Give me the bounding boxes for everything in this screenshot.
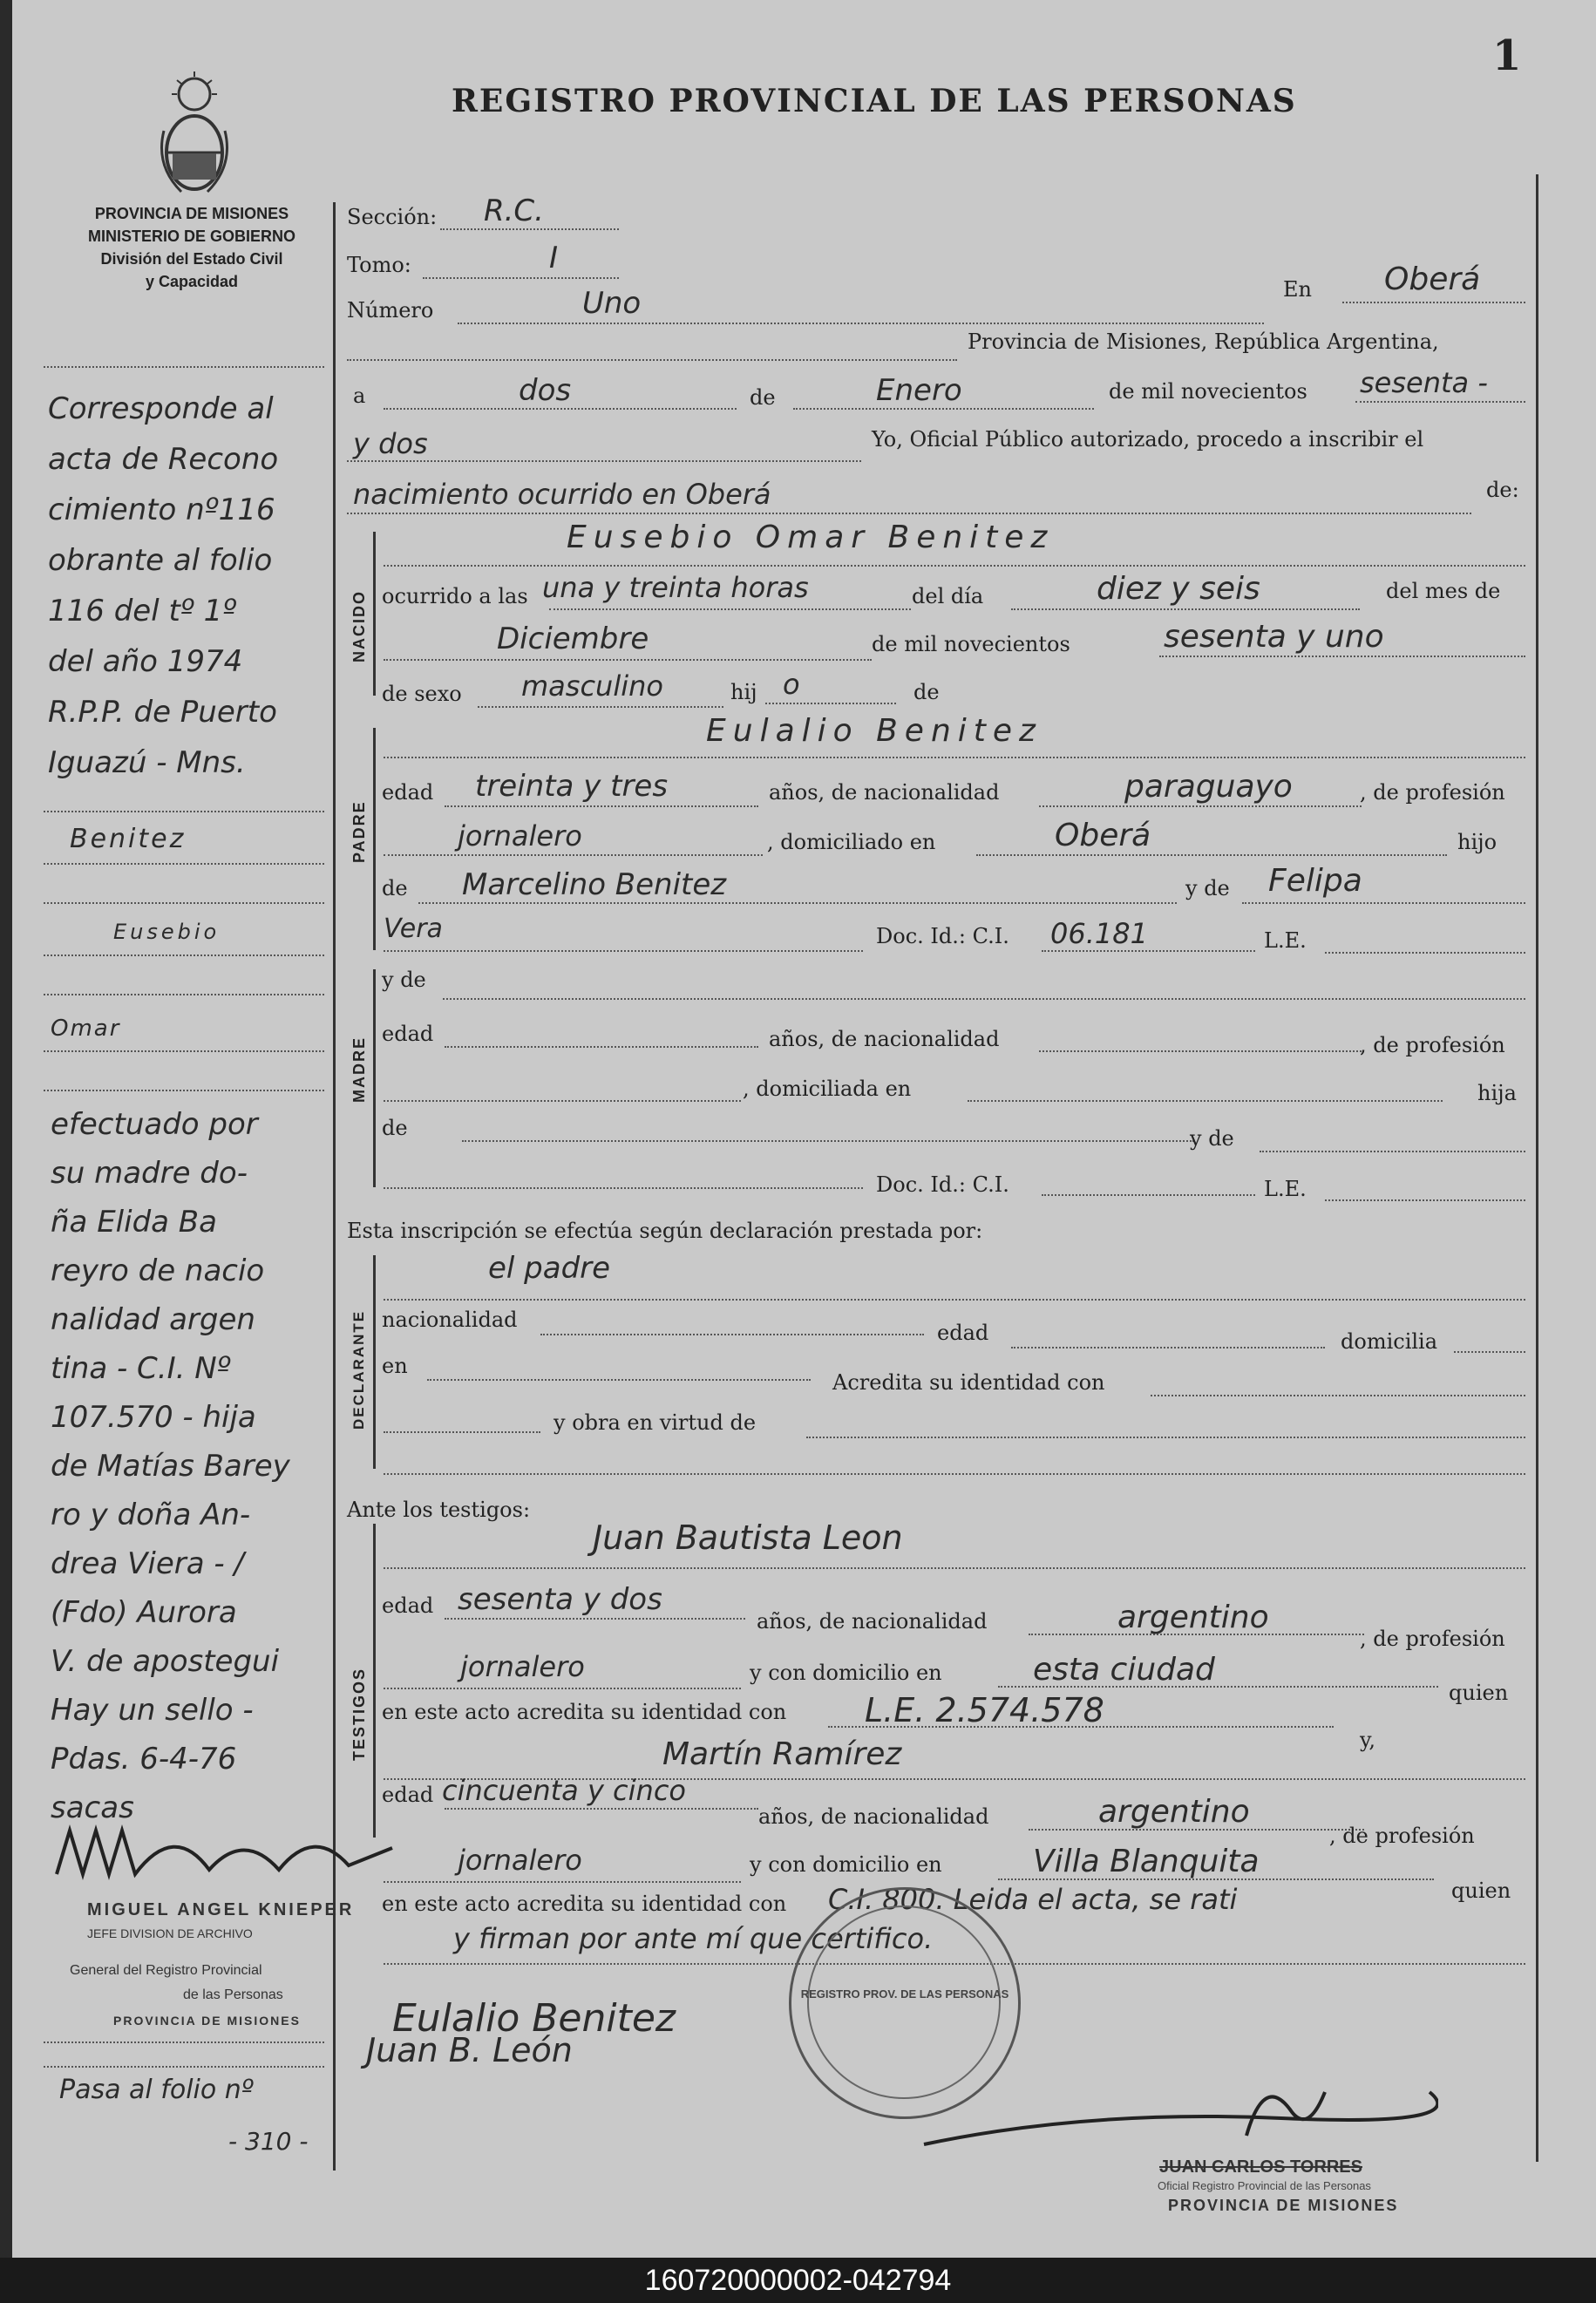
padre-padre-value: Marcelino Benitez xyxy=(462,867,727,902)
padre-prof-value: jornalero xyxy=(458,819,582,853)
margin-note-2-line: drea Viera - / xyxy=(51,1546,244,1581)
nacido-rule xyxy=(373,532,376,696)
madre-hija-label: hija xyxy=(1477,1081,1517,1105)
margin-nombre-1: Eusebio xyxy=(113,920,221,944)
tomo-value: I xyxy=(549,241,559,275)
madre-dom-label: , domiciliada en xyxy=(743,1077,912,1101)
margin-note-2-line: su madre do- xyxy=(51,1156,248,1191)
margin-signature-icon xyxy=(52,1822,401,1892)
padre-nac-label: años, de nacionalidad xyxy=(769,780,1000,805)
declarante-edad-label: edad xyxy=(937,1321,989,1345)
padre-nombre-value: Eulalio Benitez xyxy=(706,713,1042,749)
testigo2-dom-label: y con domicilio en xyxy=(750,1852,942,1877)
tomo-label: Tomo: xyxy=(347,253,411,277)
testigo1-dom-label: y con domicilio en xyxy=(750,1661,942,1685)
testigo1-dom-value: esta ciudad xyxy=(1033,1652,1215,1688)
testigo1-acto-label: en este acto acredita su identidad con xyxy=(382,1700,787,1724)
padre-le-label: L.E. xyxy=(1264,928,1307,953)
padre-label: PADRE xyxy=(350,800,368,863)
testigo1-nac-value: argentino xyxy=(1117,1600,1269,1635)
coat-of-arms-icon xyxy=(155,70,234,200)
padre-madre-value-1: Felipa xyxy=(1268,863,1362,899)
padre-nac-value: paraguayo xyxy=(1124,769,1293,805)
madre-edad-label: edad xyxy=(382,1022,434,1046)
testigo2-nombre-value: Martín Ramírez xyxy=(662,1736,902,1772)
margin-note-2-line: reyro de nacio xyxy=(51,1253,265,1288)
margin-note-2-line: tina - C.I. Nº xyxy=(51,1351,231,1386)
mes-nac-value: Diciembre xyxy=(497,622,649,656)
madre-rule xyxy=(373,969,376,1187)
padre-dom-label: , domiciliado en xyxy=(767,830,936,854)
page-number: 1 xyxy=(1492,31,1522,80)
officer-stamp-role: Oficial Registro Provincial de las Personas xyxy=(1158,2179,1371,2192)
issuer-block xyxy=(61,202,323,293)
margin-note-1-line: R.P.P. de Puerto xyxy=(48,695,277,730)
testigos-label: TESTIGOS xyxy=(350,1667,368,1761)
margin-note-1-line: 116 del tº 1º xyxy=(48,594,237,628)
madre-nac-label: años, de nacionalidad xyxy=(769,1027,1000,1051)
testigo2-acto-label: en este acto acredita su identidad con xyxy=(382,1892,787,1916)
margin-stamp-2: JEFE DIVISION DE ARCHIVO xyxy=(87,1926,253,1940)
declarante-rule xyxy=(373,1255,376,1469)
testigos-rule xyxy=(373,1524,376,1838)
page-edge xyxy=(0,0,12,2258)
declarante-label: DECLARANTE xyxy=(350,1309,367,1430)
anio-value-1: sesenta - xyxy=(1360,366,1488,399)
del-mes-label: del mes de xyxy=(1386,579,1501,603)
anio-value-2: y dos xyxy=(353,427,428,460)
margin-note-2-line: ña Elida Ba xyxy=(51,1205,217,1240)
ante-testigos-label: Ante los testigos: xyxy=(347,1498,531,1522)
margin-apellido: Benitez xyxy=(70,824,187,854)
margin-stamp-3: General del Registro Provincial xyxy=(70,1963,262,1978)
hij-label: hij xyxy=(730,680,757,704)
dia-value: dos xyxy=(519,373,572,408)
issuer-line-3: División del Estado Civil xyxy=(100,250,283,268)
en-label: En xyxy=(1283,277,1312,302)
right-page-rule xyxy=(1536,174,1538,2162)
declarante-obra-label: y obra en virtud de xyxy=(554,1410,757,1435)
madre-doc-label: Doc. Id.: C.I. xyxy=(876,1172,1009,1197)
anio-nac-value: sesenta y uno xyxy=(1164,619,1384,655)
ocurrido-label: ocurrido a las xyxy=(382,584,528,608)
madre-le-label: L.E. xyxy=(1264,1177,1307,1201)
del-dia-label: del día xyxy=(912,584,984,608)
margin-note-2-line: nalidad argen xyxy=(51,1302,255,1337)
hora-value: una y treinta horas xyxy=(542,571,809,604)
testigo1-nac-label: años, de nacionalidad xyxy=(757,1609,988,1634)
issuer-line-1: PROVINCIA DE MISIONES xyxy=(94,205,289,222)
madre-y-de-label: y de xyxy=(382,968,426,992)
signature-testigo: Juan B. León xyxy=(366,2031,573,2069)
margin-stamp-1: MIGUEL ANGEL KNIEPER xyxy=(87,1900,355,1919)
provincia-label: Provincia de Misiones, República Argentina, xyxy=(968,329,1439,354)
padre-doc-label: Doc. Id.: C.I. xyxy=(876,924,1009,948)
margin-note-2-line: de Matías Barey xyxy=(51,1449,290,1484)
testigo1-nombre-value: Juan Bautista Leon xyxy=(593,1518,903,1557)
nacido-nombre-value: Eusebio Omar Benitez xyxy=(567,520,1055,555)
inscripcion-label: Esta inscripción se efectúa según declaración prestada por: xyxy=(347,1219,983,1243)
margin-note-1-line: del año 1974 xyxy=(48,644,243,679)
officer-signature-icon xyxy=(915,2057,1438,2153)
margin-note-2-line: sacas xyxy=(51,1790,134,1825)
margin-note-1-line: acta de Recono xyxy=(48,442,279,477)
padre-edad-label: edad xyxy=(382,780,434,805)
margin-note-2-line: efectuado por xyxy=(51,1107,258,1142)
declarante-value: el padre xyxy=(488,1251,611,1286)
padre-y-de-label: y de xyxy=(1185,876,1230,900)
margin-note-2-line: ro y doña An- xyxy=(51,1498,251,1532)
margin-stamp-5: PROVINCIA DE MISIONES xyxy=(113,2014,301,2028)
dia-nac-value: diez y seis xyxy=(1097,571,1260,607)
seccion-label: Sección: xyxy=(347,205,438,229)
testigo1-edad-value: sesenta y dos xyxy=(458,1582,662,1617)
margin-note-2-line: V. de apostegui xyxy=(51,1644,280,1679)
seal-text: REGISTRO PROV. DE LAS PERSONAS xyxy=(800,1987,1009,2001)
testigo2-nac-value: argentino xyxy=(1098,1794,1250,1830)
margin-note-1-line: Iguazú - Mns. xyxy=(48,745,246,780)
sexo-label: de sexo xyxy=(382,682,462,706)
madre-prof-label: , de profesión xyxy=(1360,1033,1505,1057)
testigo2-edad-value: cincuenta y cinco xyxy=(442,1774,686,1807)
testigo2-quien-label: quien xyxy=(1451,1878,1511,1903)
padre-rule xyxy=(373,728,376,950)
testigo2-id-value: C.I. 800. Leida el acta, se rati xyxy=(828,1883,1238,1916)
de-label: de xyxy=(750,385,776,410)
margin-nombre-2: Omar xyxy=(51,1016,121,1042)
margin-folio: - 310 - xyxy=(228,2127,309,2156)
margin-note-2 xyxy=(51,1100,290,1832)
hij-suffix-value: o xyxy=(783,668,800,701)
seccion-value: R.C. xyxy=(484,194,544,228)
testigo2-dom-value: Villa Blanquita xyxy=(1033,1844,1260,1879)
issuer-line-2: MINISTERIO DE GOBIERNO xyxy=(87,228,296,245)
nacido-label: NACIDO xyxy=(350,590,368,662)
officer-stamp-prov: PROVINCIA DE MISIONES xyxy=(1168,2197,1399,2214)
lugar-value: Oberá xyxy=(1384,262,1481,297)
margin-stamp-4: de las Personas xyxy=(183,1987,283,2002)
numero-value: Uno xyxy=(582,286,642,321)
yo-label: Yo, Oficial Público autorizado, procedo a inscribir el xyxy=(872,427,1424,452)
officer-stamp-name: JUAN CARLOS TORRES xyxy=(1159,2157,1362,2177)
margin-note-2-line: Pdas. 6-4-76 xyxy=(51,1742,237,1777)
numero-label: Número xyxy=(347,298,434,323)
mil-novecientos-label: de mil novecientos xyxy=(1109,379,1307,404)
margin-note-1-line: obrante al folio xyxy=(48,543,273,578)
issuer-line-4: y Capacidad xyxy=(145,273,239,290)
madre-de-label: de xyxy=(382,1116,408,1140)
signature-declarante: Eulalio Benitez xyxy=(392,1996,676,2041)
margin-note-1 xyxy=(48,384,278,788)
mil-novecientos-2-label: de mil novecientos xyxy=(872,632,1070,656)
closing-value: y firman por ante mí que certifico. xyxy=(453,1922,934,1955)
testigo2-nac-label: años, de nacionalidad xyxy=(758,1804,989,1829)
mes-value: Enero xyxy=(876,373,962,408)
margin-note-1-line: cimiento nº116 xyxy=(48,493,275,527)
testigo1-prof-label: , de profesión xyxy=(1360,1627,1505,1651)
testigo1-id-value: L.E. 2.574.578 xyxy=(865,1691,1104,1729)
declarante-nac-label: nacionalidad xyxy=(382,1308,518,1332)
padre-ci-value: 06.181 xyxy=(1050,917,1148,950)
de-colon-label: de: xyxy=(1486,478,1519,502)
page-title: REGISTRO PROVINCIAL DE LAS PERSONAS xyxy=(452,83,1297,119)
padre-edad-value: treinta y tres xyxy=(475,769,669,804)
margin-pasa: Pasa al folio nº xyxy=(59,2075,254,2105)
declarante-acredita-label: Acredita su identidad con xyxy=(832,1370,1105,1395)
de-2-label: de xyxy=(913,680,940,704)
margin-note-2-line: Hay un sello - xyxy=(51,1693,254,1728)
madre-label: MADRE xyxy=(350,1036,368,1103)
margin-note-2-line: (Fdo) Aurora xyxy=(51,1595,237,1630)
margin-note-1-line: Corresponde al xyxy=(48,391,274,426)
testigo1-y-label: y, xyxy=(1360,1728,1375,1752)
testigo1-quien-label: quien xyxy=(1449,1681,1509,1705)
testigo1-prof-value: jornalero xyxy=(460,1650,585,1683)
padre-prof-label: , de profesión xyxy=(1360,780,1505,805)
padre-hijo-label: hijo xyxy=(1457,830,1498,854)
testigo2-prof-value: jornalero xyxy=(458,1844,582,1877)
declarante-en-label: en xyxy=(382,1354,408,1378)
madre-y-de-2-label: y de xyxy=(1190,1126,1234,1151)
document-id-bar: 160720000002-042794 xyxy=(0,2258,1596,2303)
padre-madre-value-2: Vera xyxy=(384,914,443,944)
testigo2-edad-label: edad xyxy=(382,1783,434,1807)
acto-value: nacimiento ocurrido en Oberá xyxy=(353,478,771,511)
padre-de-label: de xyxy=(382,876,408,900)
sexo-value: masculino xyxy=(521,669,663,703)
testigo2-prof-label: , de profesión xyxy=(1329,1824,1475,1848)
declarante-domicilia-label: domicilia xyxy=(1341,1329,1438,1354)
a-label: a xyxy=(353,384,366,408)
testigo1-edad-label: edad xyxy=(382,1593,434,1618)
margin-note-2-line: 107.570 - hija xyxy=(51,1400,256,1435)
padre-dom-value: Oberá xyxy=(1055,818,1151,853)
